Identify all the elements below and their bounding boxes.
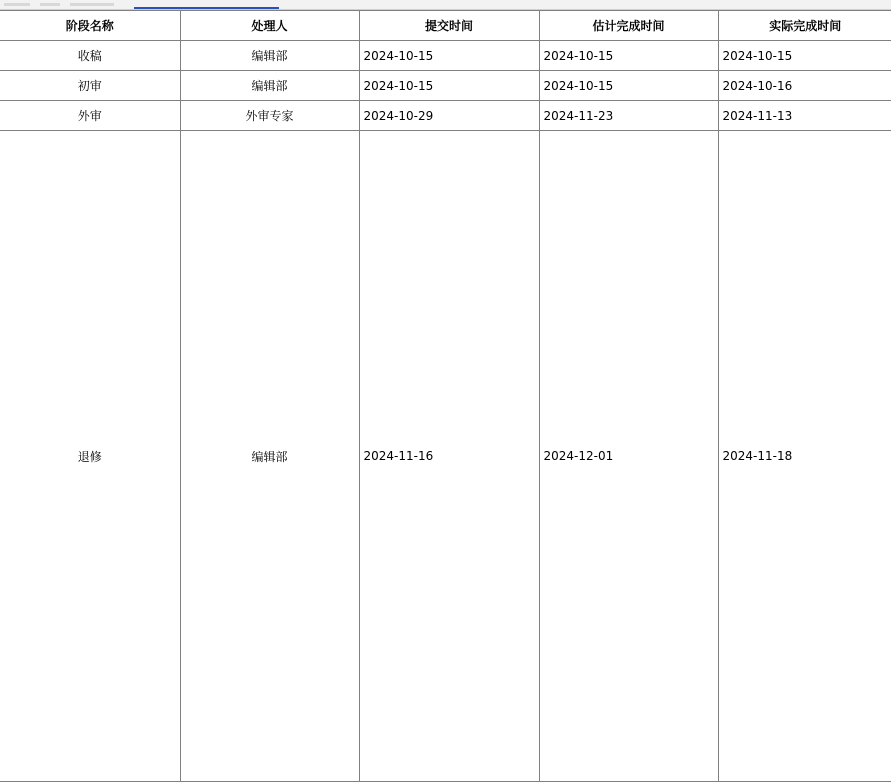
header-handler: 处理人 [180, 11, 359, 41]
cell-estimated: 2024-10-15 [539, 41, 718, 71]
table-row [0, 101, 891, 131]
table-row [0, 131, 891, 782]
review-stages-table [0, 10, 891, 782]
cell-stage: 收稿 [0, 41, 180, 71]
header-estimated-completion: 估计完成时间 [539, 11, 718, 41]
table-row [0, 41, 891, 71]
cell-estimated: 2024-11-23 [539, 101, 718, 131]
cell-handler: 编辑部 [180, 41, 359, 71]
cell-estimated: 2024-10-15 [539, 71, 718, 101]
cell-estimated: 2024-12-01 [539, 131, 718, 782]
cell-submitted: 2024-11-16 [359, 131, 539, 782]
cell-handler: 编辑部 [180, 71, 359, 101]
cell-actual: 2024-10-16 [718, 71, 891, 101]
top-faint-text [70, 3, 114, 6]
cell-actual: 2024-10-15 [718, 41, 891, 71]
cell-stage: 初审 [0, 71, 180, 101]
table-header-row [0, 11, 891, 41]
header-submitted-time: 提交时间 [359, 11, 539, 41]
cell-handler: 外审专家 [180, 101, 359, 131]
top-link[interactable] [134, 7, 279, 9]
cell-actual: 2024-11-18 [718, 131, 891, 782]
cell-stage: 外审 [0, 101, 180, 131]
header-stage-name: 阶段名称 [0, 11, 180, 41]
cell-actual: 2024-11-13 [718, 101, 891, 131]
cell-submitted: 2024-10-15 [359, 41, 539, 71]
top-faint-text [40, 3, 60, 6]
table-row [0, 71, 891, 101]
cell-stage: 退修 [0, 131, 180, 782]
cell-submitted: 2024-10-29 [359, 101, 539, 131]
cell-handler: 编辑部 [180, 131, 359, 782]
header-actual-completion: 实际完成时间 [718, 11, 891, 41]
cell-submitted: 2024-10-15 [359, 71, 539, 101]
top-faint-text [4, 3, 30, 6]
